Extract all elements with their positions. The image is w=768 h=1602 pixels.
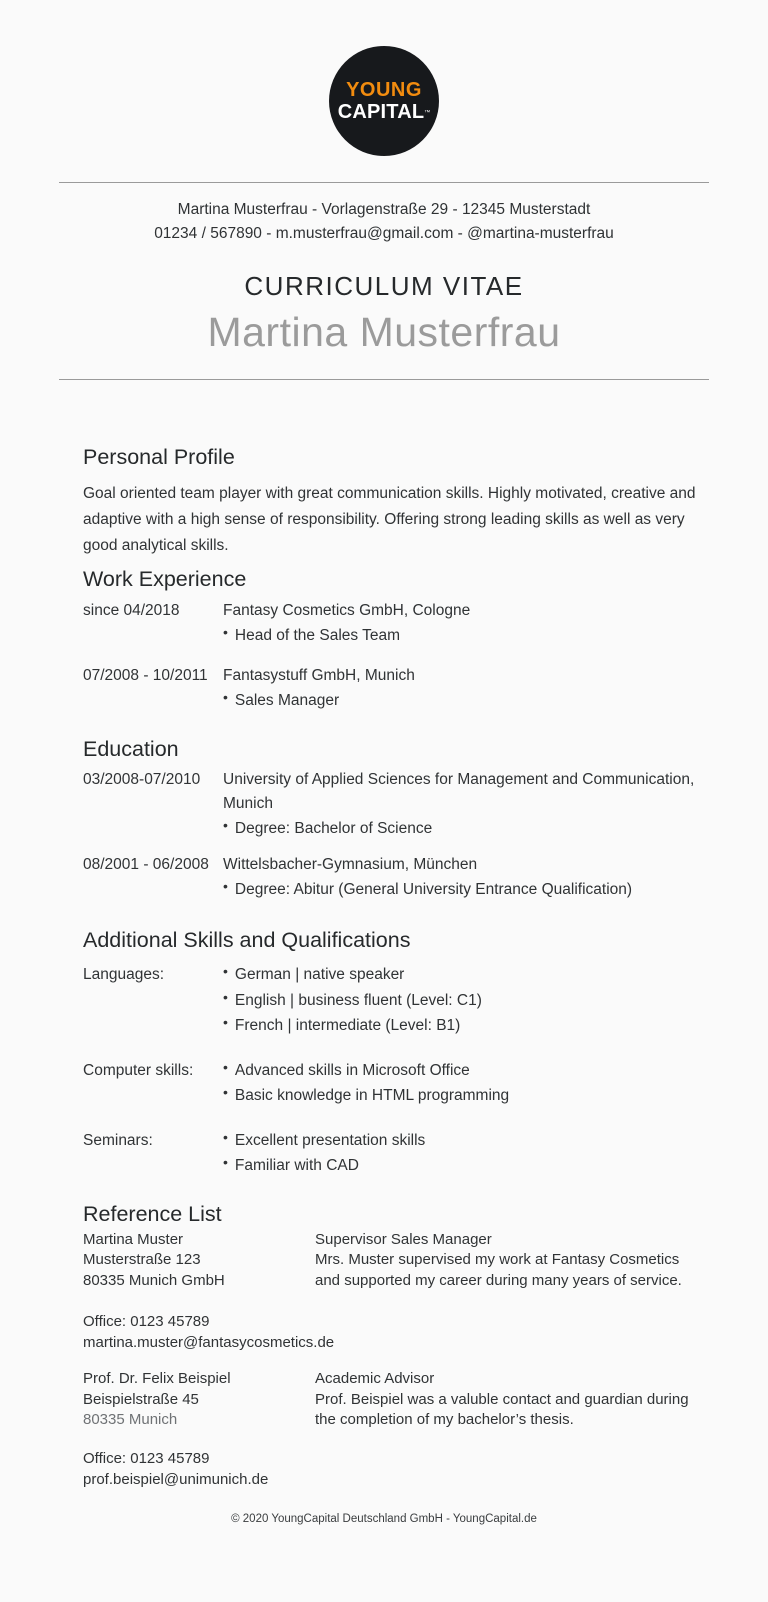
skill-bullet bbox=[223, 1083, 700, 1109]
reference-address-line: 80335 Munich GmbH bbox=[83, 1271, 225, 1289]
education-period: 08/2001 - 06/2008 bbox=[83, 856, 209, 873]
skill-bullet-text: English | business fluent (Level: C1) bbox=[234, 991, 482, 1009]
work-bullet bbox=[223, 688, 700, 713]
education-bullet bbox=[223, 816, 700, 841]
reference-address-line: 80335 Munich bbox=[83, 1411, 178, 1428]
work-item bbox=[83, 599, 700, 648]
bullet-icon: • bbox=[223, 963, 228, 979]
logo-capital-text bbox=[338, 101, 431, 123]
skill-bullet bbox=[223, 988, 700, 1014]
education-organization: University of Applied Sciences for Management and Communication, Munich bbox=[223, 771, 695, 812]
education-period: 03/2008-07/2010 bbox=[83, 771, 201, 788]
skill-bullet-text: Basic knowledge in HTML programming bbox=[234, 1087, 510, 1104]
profile-text: Goal oriented team player with great communication skills. Highly motivated, creative and adaptive with a high sense of responsibility. Offering strong leading skills as well as very good analytical skills. bbox=[83, 485, 696, 554]
reference-description: Prof. Beispiel was a valuble contact and guardian during the completion of my bachelor’s thesis. bbox=[315, 1390, 689, 1428]
reference-role: Supervisor Sales Manager bbox=[315, 1230, 492, 1248]
reference-item bbox=[83, 1369, 700, 1431]
reference-contact bbox=[83, 1311, 700, 1353]
cv-body bbox=[83, 443, 700, 1490]
skill-bullet-text: Familiar with CAD bbox=[234, 1157, 359, 1174]
contact-info bbox=[0, 198, 768, 246]
bullet-icon: • bbox=[223, 1014, 228, 1030]
reference-address-line: Musterstraße 123 bbox=[83, 1251, 201, 1268]
section-heading-reference-list: Reference List bbox=[83, 1201, 222, 1226]
divider-top bbox=[59, 182, 709, 183]
work-period: since 04/2018 bbox=[83, 602, 180, 619]
skill-bullet-text: French | intermediate (Level: B1) bbox=[234, 1017, 461, 1034]
logo-young-text: YOUNG bbox=[346, 79, 422, 101]
skill-bullet-text: Excellent presentation skills bbox=[234, 1131, 426, 1149]
section-heading-additional-skills: Additional Skills and Qualifications bbox=[83, 928, 411, 952]
person-name: Martina Musterfrau bbox=[207, 309, 561, 355]
reference-email: martina.muster@fantasycosmetics.de bbox=[83, 1334, 335, 1351]
work-bullet-text: Head of the Sales Team bbox=[234, 627, 401, 644]
bullet-icon: • bbox=[223, 817, 228, 833]
work-organization: Fantasystuff GmbH, Munich bbox=[223, 667, 415, 684]
education-organization: Wittelsbacher-Gymnasium, München bbox=[223, 856, 478, 873]
bullet-icon: • bbox=[223, 1154, 228, 1170]
education-item bbox=[83, 768, 700, 841]
education-item bbox=[83, 853, 700, 902]
reference-role: Academic Advisor bbox=[315, 1370, 435, 1387]
work-bullet-text: Sales Manager bbox=[234, 692, 340, 709]
copyright-footer: © 2020 YoungCapital Deutschland GmbH - YoungCapital.de bbox=[231, 1512, 537, 1525]
reference-office-phone: Office: 0123 45789 bbox=[83, 1313, 210, 1330]
skill-bullet bbox=[223, 1153, 700, 1179]
skill-bullet-text: Advanced skills in Microsoft Office bbox=[234, 1061, 470, 1079]
bullet-icon: • bbox=[223, 624, 228, 640]
section-heading-work-experience: Work Experience bbox=[83, 567, 247, 591]
skill-bullet bbox=[223, 1013, 700, 1039]
reference-address-line: Beispielstraße 45 bbox=[83, 1390, 199, 1408]
skill-group-computer-skills bbox=[83, 1058, 700, 1109]
reference-name: Prof. Dr. Felix Beispiel bbox=[83, 1370, 231, 1387]
skill-group-label: Computer skills: bbox=[83, 1061, 194, 1079]
skill-group-label: Languages: bbox=[83, 966, 165, 983]
reference-office-phone: Office: 0123 45789 bbox=[83, 1449, 210, 1467]
bullet-icon: • bbox=[223, 689, 228, 705]
work-bullet bbox=[223, 623, 700, 648]
bullet-icon: • bbox=[223, 878, 228, 894]
cv-page bbox=[0, 46, 768, 1526]
skill-bullet bbox=[223, 1058, 700, 1084]
reference-description: Mrs. Muster supervised my work at Fantasy Cosmetics and supported my career during many years of service. bbox=[315, 1251, 682, 1289]
bullet-icon: • bbox=[223, 1128, 228, 1145]
education-bullet bbox=[223, 877, 700, 902]
divider-header bbox=[59, 379, 709, 380]
skill-group-languages bbox=[83, 962, 700, 1039]
section-heading-education: Education bbox=[83, 737, 179, 761]
youngcapital-logo bbox=[329, 46, 439, 156]
contact-line-2: 01234 / 567890 - m.musterfrau@gmail.com - @martina-musterfrau bbox=[154, 225, 614, 242]
work-organization: Fantasy Cosmetics GmbH, Cologne bbox=[223, 602, 471, 619]
reference-name: Martina Muster bbox=[83, 1230, 184, 1248]
skill-bullet bbox=[223, 962, 700, 988]
trademark-symbol: ™ bbox=[424, 110, 431, 116]
education-bullet-text: Degree: Bachelor of Science bbox=[234, 820, 433, 837]
bullet-icon: • bbox=[223, 988, 228, 1005]
logo-capital-word: CAPITAL bbox=[337, 101, 425, 123]
work-item bbox=[83, 664, 700, 713]
contact-line-1: Martina Musterfrau - Vorlagenstraße 29 - 12345 Musterstadt bbox=[177, 201, 591, 218]
reference-email: prof.beispiel@unimunich.de bbox=[83, 1470, 269, 1488]
work-period: 07/2008 - 10/2011 bbox=[83, 667, 208, 684]
bullet-icon: • bbox=[223, 1084, 228, 1100]
document-title: CURRICULUM VITAE bbox=[244, 271, 524, 301]
skill-bullet-text: German | native speaker bbox=[234, 966, 405, 983]
skill-bullet bbox=[223, 1128, 700, 1154]
skill-group-label: Seminars: bbox=[83, 1131, 153, 1149]
skill-group-seminars bbox=[83, 1128, 700, 1179]
bullet-icon: • bbox=[223, 1058, 228, 1075]
reference-contact bbox=[83, 1448, 700, 1490]
reference-item bbox=[83, 1230, 700, 1292]
education-bullet-text: Degree: Abitur (General University Entrance Qualification) bbox=[234, 881, 633, 898]
section-heading-personal-profile: Personal Profile bbox=[83, 445, 235, 469]
